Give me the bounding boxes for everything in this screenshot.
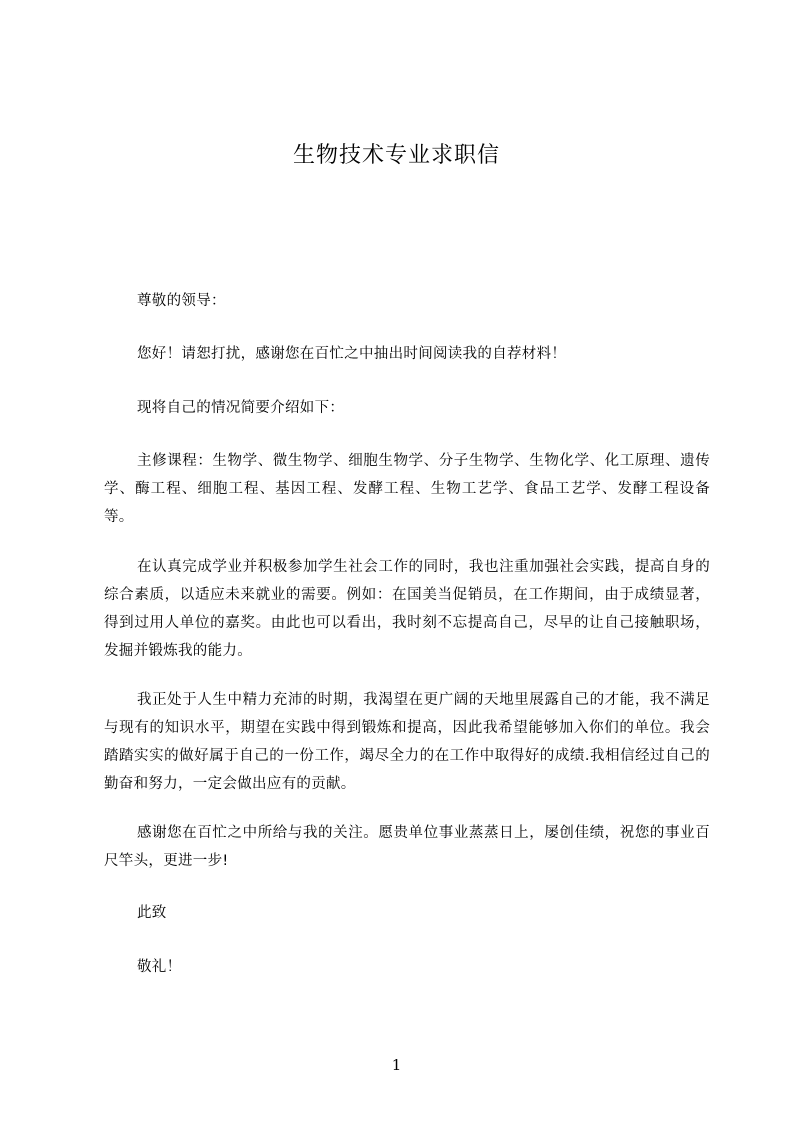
courses-paragraph: 主修课程：生物学、微生物学、细胞生物学、分子生物学、生物化学、化工原理、遗传学、酶工程、细胞工程、基因工程、发酵工程、生物工艺学、食品工艺学、发酵工程设备等。 — [104, 453, 710, 525]
thanks-paragraph: 感谢您在百忙之中所给与我的关注。愿贵单位事业蒸蒸日上，屡创佳绩，祝您的事业百尺竿头，更进一步! — [104, 825, 710, 869]
page-title: 生物技术专业求职信 — [292, 143, 500, 168]
closing-line-2: 敬礼！ — [137, 959, 182, 975]
closing-line-1: 此致 — [137, 905, 167, 921]
greeting-paragraph: 您好！请恕打扰，感谢您在百忙之中抽出时间阅读我的自荐材料！ — [137, 346, 567, 362]
intro-paragraph: 现将自己的情况简要介绍如下： — [137, 400, 345, 416]
page-number: 1 — [391, 1056, 402, 1074]
salutation: 尊敬的领导： — [137, 293, 226, 309]
motivation-paragraph: 我正处于人生中精力充沛的时期，我渴望在更广阔的天地里展露自己的才能，我不满足与现有的知识水平，期望在实践中得到锻炼和提高，因此我希望能够加入你们的单位。我会踏踏实实的做好属于自己的一份工作，竭尽全力的在工作中取得好的成绩.我相信经过自己的勤奋和努力，一定会做出应有的贡献。 — [104, 692, 710, 792]
practice-paragraph: 在认真完成学业并积极参加学生社会工作的同时，我也注重加强社会实践，提高自身的综合素质，以适应未来就业的需要。例如：在国美当促销员，在工作期间，由于成绩显著，得到过用人单位的嘉奖。由此也可以看出，我时刻不忘提高自己，尽早的让自己接触职场，发掘并锻炼我的能力。 — [104, 559, 710, 659]
